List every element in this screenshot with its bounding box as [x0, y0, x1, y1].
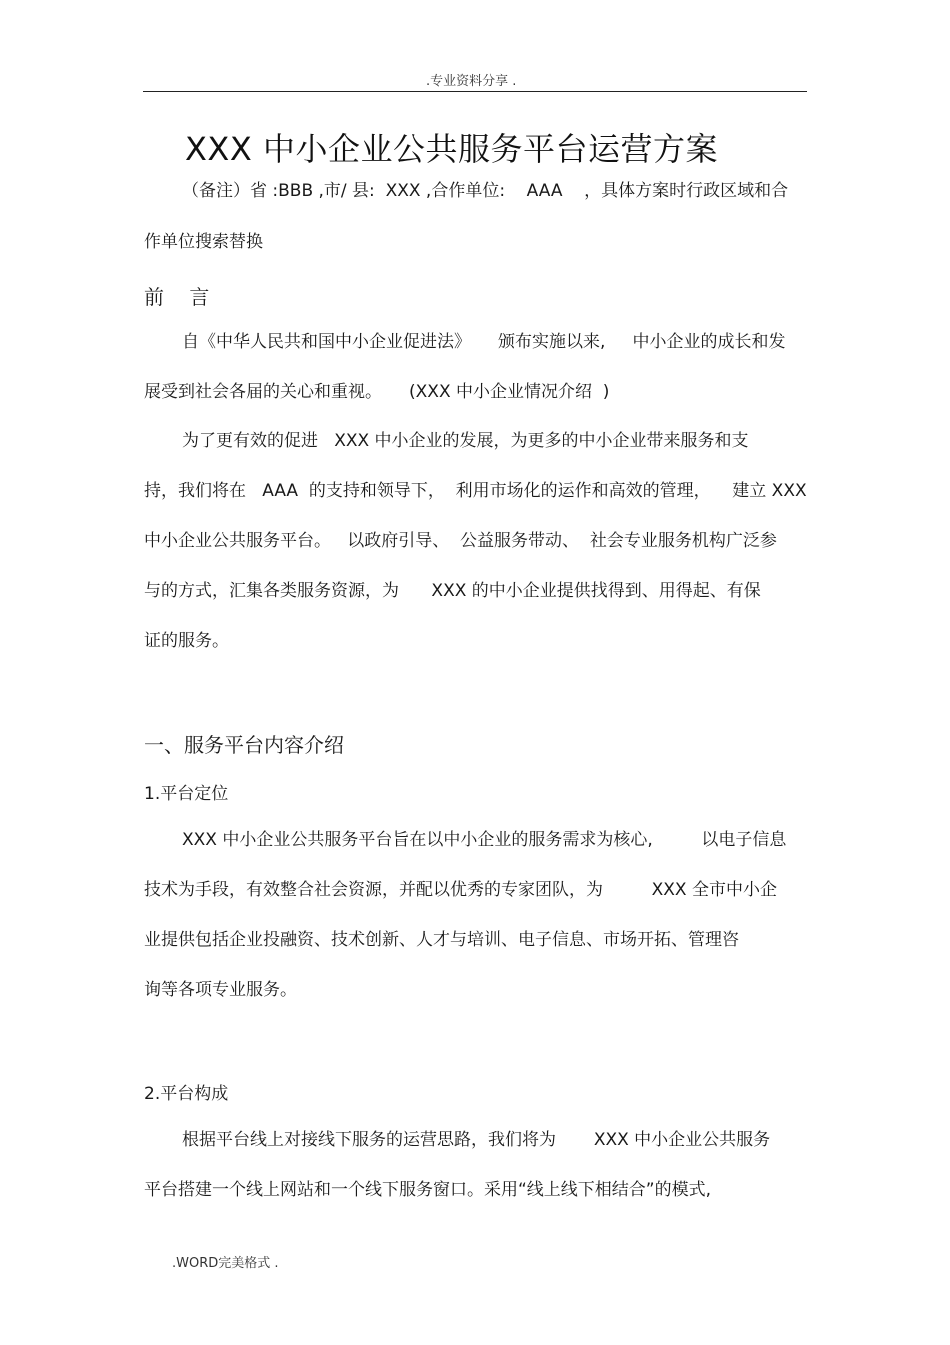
paragraph-line: 询等各项专业服务。 — [144, 980, 297, 1000]
paragraph-line: 与的方式，汇集各类服务资源，为 XXX 的中小企业提供找得到、用得起、有保 — [144, 581, 761, 601]
note-line: （备注）省 :BBB ,市/ 县: XXX ,合作单位: AAA ，具体方案时行政区域和合 — [182, 181, 789, 201]
document-title: XXX 中小企业公共服务平台运营方案 — [185, 130, 718, 168]
paragraph-line: 自《中华人民共和国中小企业促进法》 颁布实施以来, 中小企业的成长和发 — [182, 332, 786, 352]
paragraph-line: 持，我们将在 AAA 的支持和领导下， 利用市场化的运作和高效的管理， 建立 XXX — [144, 481, 807, 501]
paragraph-line: 技术为手段，有效整合社会资源，并配以优秀的专家团队，为 XXX 全市中小企 — [144, 880, 777, 900]
paragraph-line: 展受到社会各届的关心和重视。 (XXX 中小企业情况介绍 ) — [144, 382, 610, 402]
paragraph-line: XXX 中小企业公共服务平台旨在以中小企业的服务需求为核心, 以电子信息 — [182, 830, 787, 850]
paragraph-line: 根据平台线上对接线下服务的运营思路，我们将为 XXX 中小企业公共服务 — [182, 1130, 771, 1150]
section-heading: 一、服务平台内容介绍 — [144, 733, 344, 757]
preface-heading: 前 言 — [144, 285, 210, 309]
header-rule — [143, 91, 807, 92]
page-header: .专业资料分享 . — [426, 74, 517, 89]
page-footer: .WORD完美格式 . — [172, 1256, 279, 1271]
paragraph-line: 为了更有效的促进 XXX 中小企业的发展，为更多的中小企业带来服务和支 — [182, 431, 749, 451]
subsection-heading: 1.平台定位 — [144, 784, 229, 804]
paragraph-line: 平台搭建一个线上网站和一个线下服务窗口。采用“线上线下相结合”的模式, — [144, 1180, 712, 1200]
paragraph-line: 证的服务。 — [144, 631, 229, 651]
subsection-heading: 2.平台构成 — [144, 1084, 229, 1104]
paragraph-line: 业提供包括企业投融资、技术创新、人才与培训、电子信息、市场开拓、管理咨 — [144, 930, 739, 950]
paragraph-line: 中小企业公共服务平台。 以政府引导、 公益服务带动、 社会专业服务机构广泛参 — [144, 531, 777, 551]
note-line: 作单位搜索替换 — [144, 232, 263, 252]
